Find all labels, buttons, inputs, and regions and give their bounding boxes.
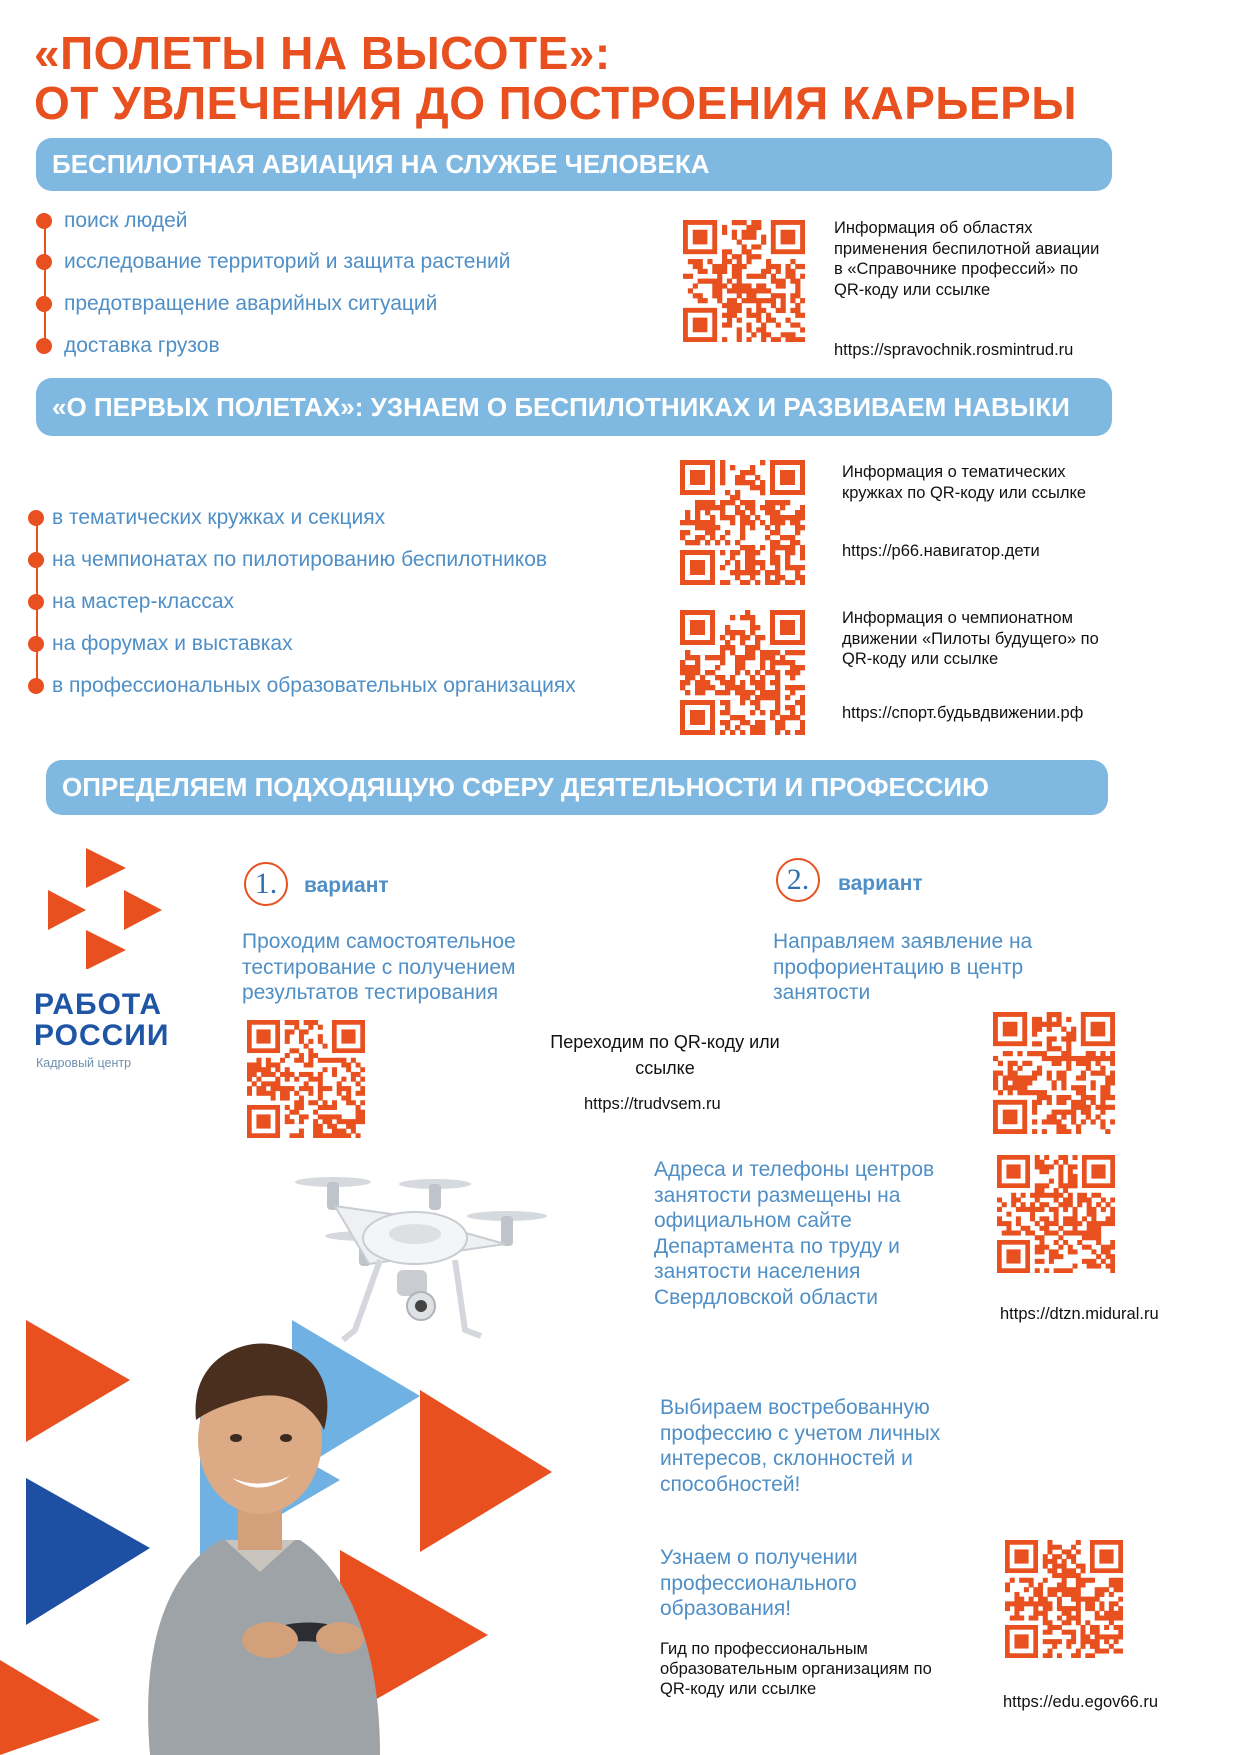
addresses-text: Адреса и телефоны центров занятости размещены на официальном сайте Департамента по труду и занятости населения Свердловской области [654,1158,935,1309]
rabota-rossii-logo-icon [44,844,174,969]
bullet-dot [36,296,52,312]
section2-item-3: на мастер-классах [28,591,234,612]
bullet-dot [28,552,44,568]
triangle-orange-2 [0,1660,100,1755]
section1-item-2: исследование территорий и защита растений [36,251,511,272]
section2-item-5: в профессиональных образовательных организациях [28,675,576,696]
section1-item-4: доставка грузов [36,335,220,356]
bullet-dot [28,636,44,652]
guide-text: Гид по профессиональным образовательным организациям по QR-коду или ссылке [660,1640,932,1698]
qr-code-spravochnik[interactable] [683,220,805,342]
section1-item-1: поиск людей [36,210,188,231]
dtzn-link[interactable]: https://dtzn.midural.ru [1000,1305,1159,1323]
variant1-number: 1. [244,862,288,906]
section2-info2: Информация о чемпионатном движении «Пилоты будущего» по QR-коду или ссылке [842,609,1099,668]
section2-banner: «О ПЕРВЫХ ПОЛЕТАХ»: УЗНАЕМ О БЕСПИЛОТНИКАХ И РАЗВИВАЕМ НАВЫКИ [36,378,1112,436]
qr-caption: Переходим по QR-коду или ссылке [550,1032,780,1078]
logo-text-line2: РОССИИ [34,1019,170,1052]
pilots-link[interactable]: https://спорт.будьвдвижении.рф [842,704,1084,722]
section2-item-2: на чемпионатах по пилотированию беспилотников [28,549,547,570]
section1-banner: БЕСПИЛОТНАЯ АВИАЦИЯ НА СЛУЖБЕ ЧЕЛОВЕКА [36,138,1112,191]
triangle-orange-3 [420,1390,552,1552]
boy-with-controller-illustration-icon [130,1340,390,1755]
page-title-line2: ОТ УВЛЕЧЕНИЯ ДО ПОСТРОЕНИЯ КАРЬЕРЫ [34,77,1077,129]
bullet-dot [36,213,52,229]
page-title-line1: «ПОЛЕТЫ НА ВЫСОТЕ»: [34,27,611,79]
qr-code-dtzn[interactable] [997,1155,1115,1273]
drone-illustration-icon [285,1160,585,1360]
section1-bullet-line [44,218,46,348]
qr-code-edu[interactable] [1005,1540,1123,1658]
qr-code-trudvsem-2[interactable] [993,1012,1115,1134]
edu-link[interactable]: https://edu.egov66.ru [1003,1693,1159,1711]
bullet-dot [36,254,52,270]
section3-banner: ОПРЕДЕЛЯЕМ ПОДХОДЯЩУЮ СФЕРУ ДЕЯТЕЛЬНОСТИ И ПРОФЕССИЮ [46,760,1108,815]
bullet-dot [28,510,44,526]
bullet-dot [28,678,44,694]
variant1-text: Проходим самостоятельное тестирование с получением результатов тестирования [242,930,516,1004]
section1-item-3: предотвращение аварийных ситуаций [36,293,437,314]
navigator-link[interactable]: https://р66.навигатор.дети [842,542,1040,560]
logo-subtitle: Кадровый центр [36,1056,132,1070]
section2-item-4: на форумах и выставках [28,633,293,654]
qr-code-trudvsem-1[interactable] [247,1020,365,1138]
trudvsem-link[interactable]: https://trudvsem.ru [584,1095,721,1113]
triangle-orange-1 [26,1320,130,1442]
education-text: Узнаем о получении профессионального образования! [660,1546,858,1620]
variant2-text: Направляем заявление на профориентацию в центр занятости [773,930,1033,1004]
bullet-dot [28,594,44,610]
variant2-label: вариант [838,872,923,895]
variant2-number: 2. [776,858,820,902]
section1-info: Информация об областях применения беспилотной авиации в «Справочнике профессий» по QR-коду или ссылке [834,219,1100,299]
logo-text-line1: РАБОТА [34,988,163,1021]
choose-profession-text: Выбираем востребованную профессию с учетом личных интересов, склонностей и способностей! [660,1396,941,1496]
section2-item-1: в тематических кружках и секциях [28,507,385,528]
section2-info1: Информация о тематических кружках по QR-коду или ссылке [842,463,1087,502]
qr-code-pilots[interactable] [680,610,805,735]
spravochnik-link[interactable]: https://spravochnik.rosmintrud.ru [834,341,1074,359]
bullet-dot [36,338,52,354]
qr-code-navigator[interactable] [680,460,805,585]
variant1-label: вариант [304,874,389,897]
